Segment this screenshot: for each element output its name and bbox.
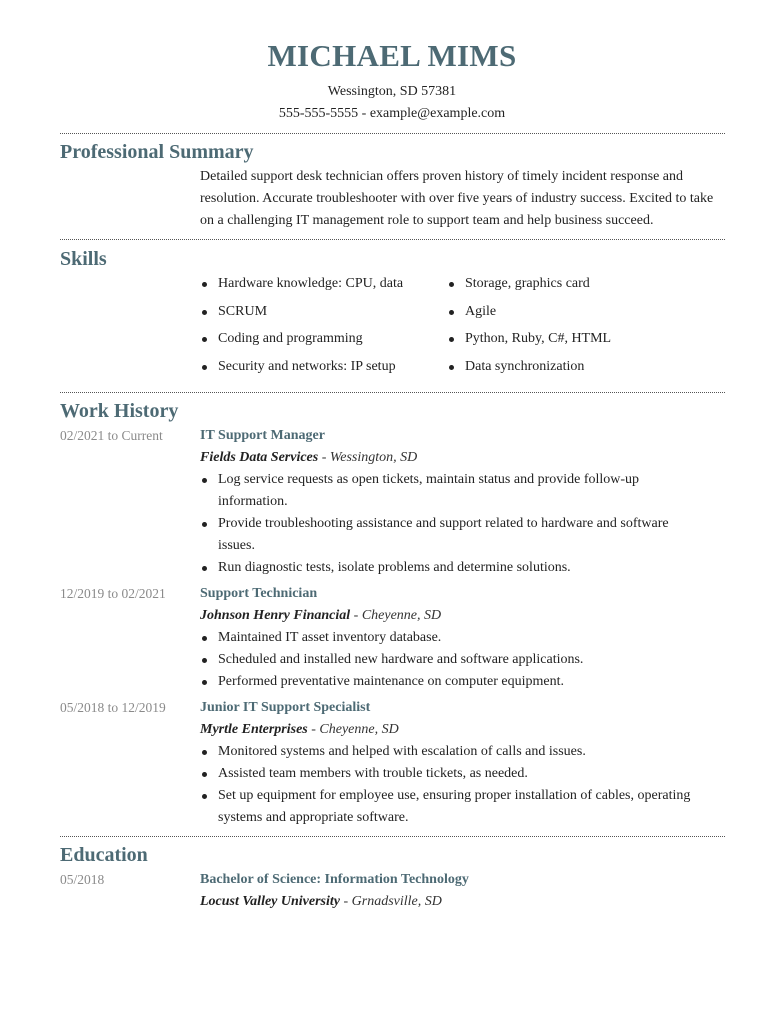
company-name: Myrtle Enterprises — [200, 722, 308, 737]
education-date: 05/2018 — [60, 872, 105, 887]
duty-item: Maintained IT asset inventory database. — [200, 627, 700, 649]
job-title: Support Technician — [200, 586, 318, 601]
candidate-name: MICHAEL MIMS — [267, 38, 517, 73]
school-name: Locust Valley University — [200, 894, 340, 909]
separator: - — [318, 450, 330, 465]
job-company-line — [200, 450, 417, 466]
work-history-heading: Work History — [60, 400, 179, 422]
separator: - — [350, 608, 362, 623]
skill-item: Coding and programming — [200, 328, 440, 356]
job-title: IT Support Manager — [200, 428, 325, 443]
duty-item: Monitored systems and helped with escalation of calls and issues. — [200, 741, 700, 763]
company-name: Johnson Henry Financial — [200, 608, 351, 623]
job-title: Junior IT Support Specialist — [200, 700, 371, 715]
skills-heading: Skills — [60, 248, 107, 270]
company-location: Cheyenne, SD — [361, 608, 442, 623]
job-dates: 05/2018 to 12/2019 — [60, 700, 166, 715]
skill-item: Storage, graphics card — [447, 273, 687, 301]
education-heading: Education — [60, 844, 148, 866]
section-divider — [60, 239, 725, 240]
skill-item: SCRUM — [200, 301, 440, 329]
job-duties — [200, 627, 700, 693]
address: Wessington, SD 57381 — [327, 84, 457, 99]
job-company-line — [200, 608, 441, 624]
section-divider — [60, 836, 725, 837]
duty-item: Log service requests as open tickets, maintain status and provide follow-up information. — [200, 469, 700, 513]
skill-item: Agile — [447, 301, 687, 329]
school-location: Grnadsville, SD — [351, 894, 442, 909]
duty-item: Run diagnostic tests, isolate problems and determine solutions. — [200, 557, 700, 579]
contact-info: 555-555-5555 - example@example.com — [278, 106, 506, 121]
duty-item: Provide troubleshooting assistance and support related to hardware and software issues. — [200, 513, 700, 557]
school-line — [200, 894, 442, 910]
skills-column-left — [200, 273, 440, 383]
summary-text: Detailed support desk technician offers proven history of timely incident response and resolution. Accurate troubleshooter with over five years of industry success. Excited to take on a challenging IT management role to support team and help business succeed. — [200, 169, 714, 228]
duty-item: Assisted team members with trouble tickets, as needed. — [200, 763, 700, 785]
company-location: Wessington, SD — [329, 450, 418, 465]
company-name: Fields Data Services — [200, 450, 319, 465]
section-divider — [60, 133, 725, 134]
company-location: Cheyenne, SD — [319, 722, 399, 737]
duty-item: Scheduled and installed new hardware and software applications. — [200, 649, 700, 671]
job-company-line — [200, 722, 399, 738]
section-divider — [60, 392, 725, 393]
degree: Bachelor of Science: Information Technology — [200, 872, 469, 887]
duty-item: Performed preventative maintenance on computer equipment. — [200, 671, 700, 693]
skill-item: Data synchronization — [447, 356, 687, 384]
job-duties — [200, 469, 700, 579]
skill-item: Python, Ruby, C#, HTML — [447, 328, 687, 356]
job-dates: 02/2021 to Current — [60, 428, 163, 443]
duty-item: Set up equipment for employee use, ensuring proper installation of cables, operating systems and appropriate software. — [200, 785, 700, 829]
skills-column-right — [447, 273, 687, 383]
summary-heading: Professional Summary — [60, 141, 254, 163]
skill-item: Hardware knowledge: CPU, data — [200, 273, 440, 301]
job-duties — [200, 741, 700, 829]
job-dates: 12/2019 to 02/2021 — [60, 586, 166, 601]
separator: - — [340, 894, 352, 909]
separator: - — [307, 722, 320, 737]
skill-item: Security and networks: IP setup — [200, 356, 440, 384]
